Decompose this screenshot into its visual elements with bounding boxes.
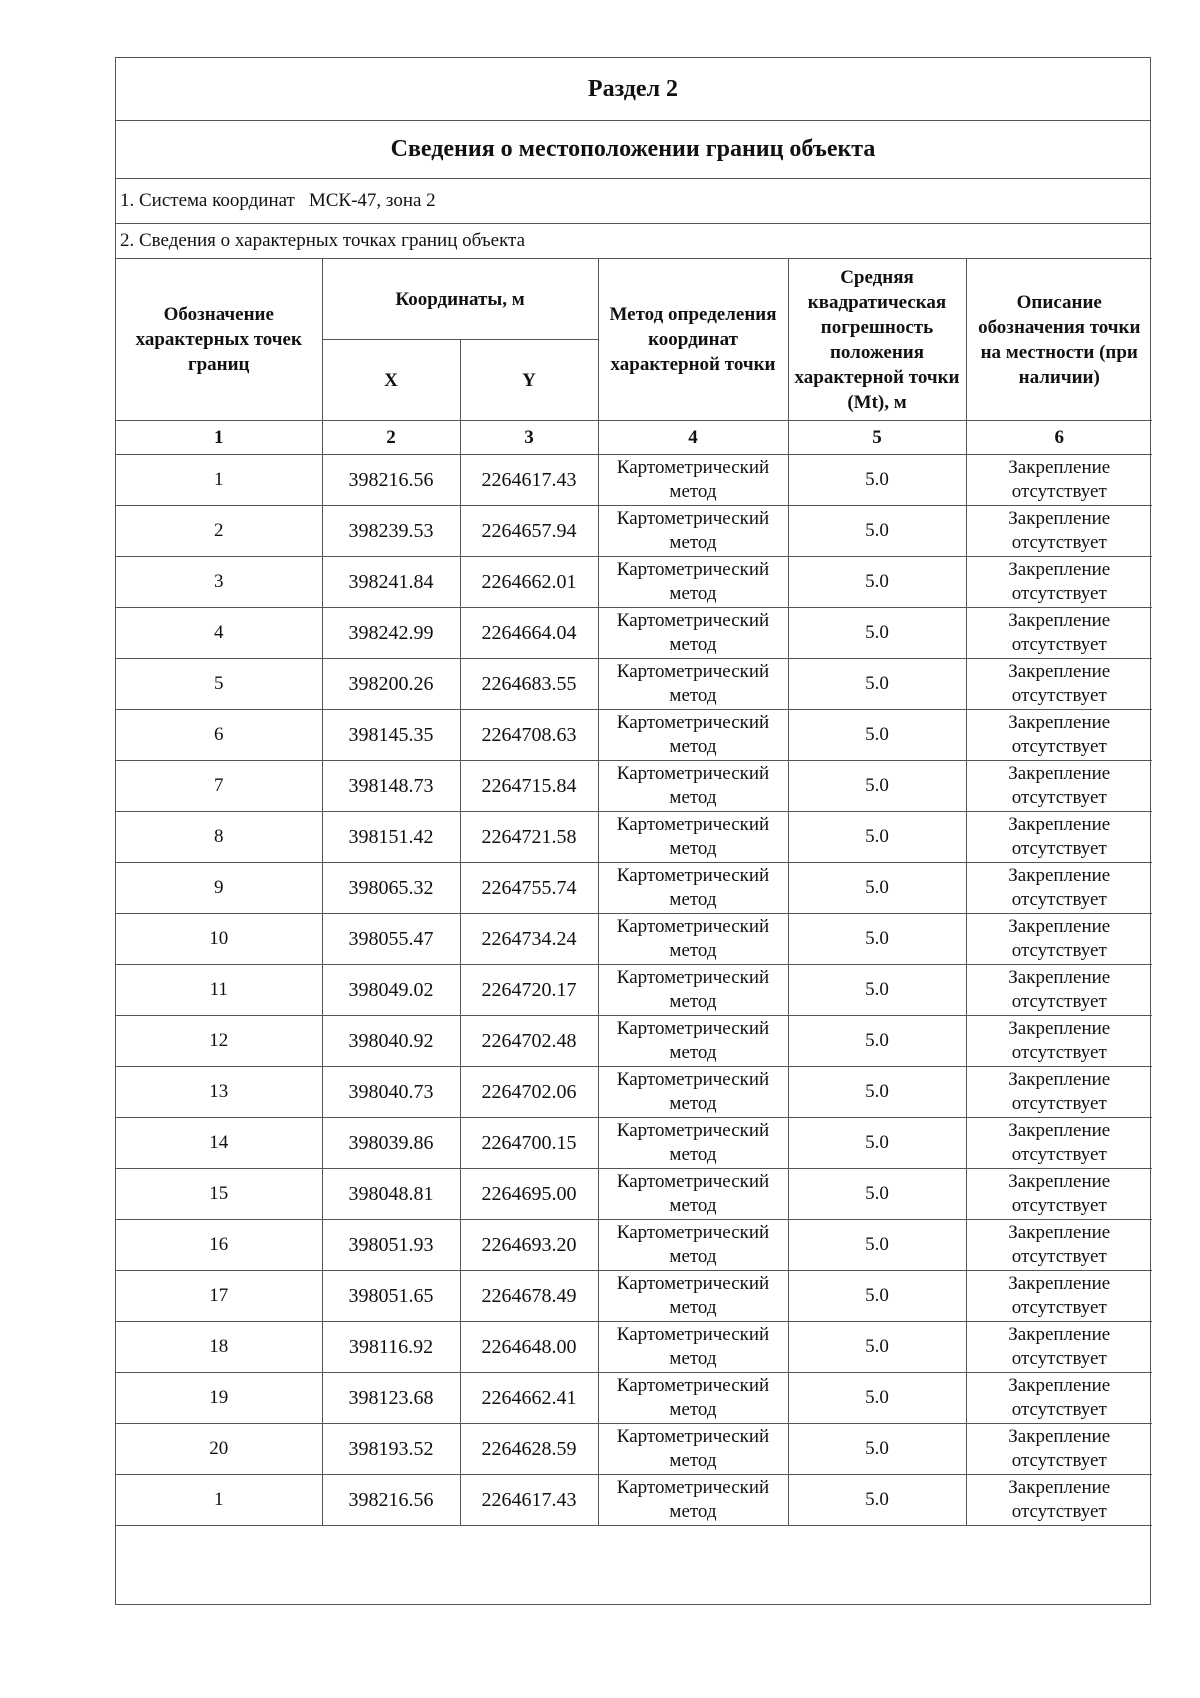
y-coordinate-cell: 2264628.59 [460,1424,598,1475]
coordinate-system-value: МСК-47, зона 2 [308,190,436,211]
table-row [116,965,1152,1016]
y-coordinate-cell: 2264695.00 [460,1169,598,1220]
accuracy-cell: 5.0 [788,1016,966,1067]
method-cell: Картометрический метод [598,965,788,1016]
x-coordinate-cell: 398065.32 [322,863,460,914]
x-coordinate-cell: 398116.92 [322,1322,460,1373]
y-coordinate-cell: 2264678.49 [460,1271,598,1322]
description-cell: Закрепление отсутствует [966,557,1152,608]
table-row [116,1118,1152,1169]
method-cell: Картометрический метод [598,659,788,710]
table-row [116,710,1152,761]
point-number-cell: 9 [116,863,322,914]
table-row [116,1424,1152,1475]
point-number-cell: 18 [116,1322,322,1373]
table-row [116,1169,1152,1220]
accuracy-cell: 5.0 [788,914,966,965]
point-number-cell: 3 [116,557,322,608]
method-cell: Картометрический метод [598,1475,788,1526]
document-subtitle: Сведения о местоположении границ объекта [116,121,1150,179]
column-number-row [116,421,1152,455]
x-coordinate-cell: 398200.26 [322,659,460,710]
accuracy-cell: 5.0 [788,1322,966,1373]
table-row [116,455,1152,506]
x-coordinate-cell: 398145.35 [322,710,460,761]
description-cell: Закрепление отсутствует [966,965,1152,1016]
column-number: 3 [460,421,598,455]
point-number-cell: 10 [116,914,322,965]
description-cell: Закрепление отсутствует [966,1322,1152,1373]
points-table [116,258,1152,1526]
accuracy-cell: 5.0 [788,1118,966,1169]
header-point: Обозначение характерных точек границ [116,259,322,421]
x-coordinate-cell: 398148.73 [322,761,460,812]
accuracy-cell: 5.0 [788,659,966,710]
point-number-cell: 15 [116,1169,322,1220]
accuracy-cell: 5.0 [788,1424,966,1475]
method-cell: Картометрический метод [598,1424,788,1475]
accuracy-cell: 5.0 [788,761,966,812]
point-number-cell: 14 [116,1118,322,1169]
point-number-cell: 13 [116,1067,322,1118]
x-coordinate-cell: 398040.92 [322,1016,460,1067]
column-number: 2 [322,421,460,455]
description-cell: Закрепление отсутствует [966,710,1152,761]
description-cell: Закрепление отсутствует [966,1373,1152,1424]
description-cell: Закрепление отсутствует [966,1475,1152,1526]
description-cell: Закрепление отсутствует [966,1016,1152,1067]
accuracy-cell: 5.0 [788,1475,966,1526]
point-number-cell: 8 [116,812,322,863]
y-coordinate-cell: 2264702.06 [460,1067,598,1118]
description-cell: Закрепление отсутствует [966,761,1152,812]
table-row [116,1373,1152,1424]
x-coordinate-cell: 398048.81 [322,1169,460,1220]
accuracy-cell: 5.0 [788,965,966,1016]
y-coordinate-cell: 2264683.55 [460,659,598,710]
method-cell: Картометрический метод [598,1118,788,1169]
y-coordinate-cell: 2264662.41 [460,1373,598,1424]
table-row [116,608,1152,659]
accuracy-cell: 5.0 [788,455,966,506]
point-number-cell: 5 [116,659,322,710]
method-cell: Картометрический метод [598,1220,788,1271]
point-number-cell: 11 [116,965,322,1016]
method-cell: Картометрический метод [598,1016,788,1067]
column-number: 5 [788,421,966,455]
accuracy-cell: 5.0 [788,506,966,557]
y-coordinate-cell: 2264715.84 [460,761,598,812]
description-cell: Закрепление отсутствует [966,608,1152,659]
description-cell: Закрепление отсутствует [966,863,1152,914]
y-coordinate-cell: 2264648.00 [460,1322,598,1373]
method-cell: Картометрический метод [598,1373,788,1424]
point-number-cell: 19 [116,1373,322,1424]
x-coordinate-cell: 398039.86 [322,1118,460,1169]
table-row [116,506,1152,557]
y-coordinate-cell: 2264755.74 [460,863,598,914]
y-coordinate-cell: 2264617.43 [460,1475,598,1526]
method-cell: Картометрический метод [598,608,788,659]
table-row [116,1475,1152,1526]
y-coordinate-cell: 2264700.15 [460,1118,598,1169]
x-coordinate-cell: 398123.68 [322,1373,460,1424]
point-number-cell: 20 [116,1424,322,1475]
x-coordinate-cell: 398216.56 [322,455,460,506]
column-number: 6 [966,421,1152,455]
table-row [116,1271,1152,1322]
y-coordinate-cell: 2264657.94 [460,506,598,557]
header-x: X [322,340,460,421]
x-coordinate-cell: 398242.99 [322,608,460,659]
description-cell: Закрепление отсутствует [966,1169,1152,1220]
point-number-cell: 17 [116,1271,322,1322]
x-coordinate-cell: 398049.02 [322,965,460,1016]
description-cell: Закрепление отсутствует [966,659,1152,710]
method-cell: Картометрический метод [598,710,788,761]
description-cell: Закрепление отсутствует [966,455,1152,506]
coordinate-system-label: 1. Система координат [120,190,295,211]
table-row [116,914,1152,965]
method-cell: Картометрический метод [598,1271,788,1322]
point-number-cell: 6 [116,710,322,761]
accuracy-cell: 5.0 [788,863,966,914]
accuracy-cell: 5.0 [788,557,966,608]
x-coordinate-cell: 398051.65 [322,1271,460,1322]
method-cell: Картометрический метод [598,914,788,965]
y-coordinate-cell: 2264662.01 [460,557,598,608]
table-row [116,761,1152,812]
method-cell: Картометрический метод [598,1067,788,1118]
description-cell: Закрепление отсутствует [966,1067,1152,1118]
x-coordinate-cell: 398151.42 [322,812,460,863]
coordinate-system-line [116,179,1150,224]
header-description: Описание обозначения точки на местности (при наличии) [966,259,1152,421]
x-coordinate-cell: 398239.53 [322,506,460,557]
y-coordinate-cell: 2264708.63 [460,710,598,761]
accuracy-cell: 5.0 [788,1067,966,1118]
point-number-cell: 1 [116,1475,322,1526]
y-coordinate-cell: 2264720.17 [460,965,598,1016]
point-number-cell: 2 [116,506,322,557]
description-cell: Закрепление отсутствует [966,1220,1152,1271]
accuracy-cell: 5.0 [788,608,966,659]
table-row [116,1322,1152,1373]
column-number: 4 [598,421,788,455]
table-row [116,1067,1152,1118]
accuracy-cell: 5.0 [788,1271,966,1322]
table-row [116,1016,1152,1067]
method-cell: Картометрический метод [598,557,788,608]
x-coordinate-cell: 398055.47 [322,914,460,965]
method-cell: Картометрический метод [598,455,788,506]
table-row [116,812,1152,863]
header-method: Метод определения координат характерной точки [598,259,788,421]
points-heading: 2. Сведения о характерных точках границ объекта [120,230,526,251]
method-cell: Картометрический метод [598,506,788,557]
accuracy-cell: 5.0 [788,1220,966,1271]
accuracy-cell: 5.0 [788,1373,966,1424]
method-cell: Картометрический метод [598,812,788,863]
x-coordinate-cell: 398193.52 [322,1424,460,1475]
description-cell: Закрепление отсутствует [966,1424,1152,1475]
description-cell: Закрепление отсутствует [966,1118,1152,1169]
x-coordinate-cell: 398051.93 [322,1220,460,1271]
x-coordinate-cell: 398040.73 [322,1067,460,1118]
description-cell: Закрепление отсутствует [966,1271,1152,1322]
method-cell: Картометрический метод [598,1169,788,1220]
accuracy-cell: 5.0 [788,710,966,761]
header-y: Y [460,340,598,421]
table-row [116,863,1152,914]
point-number-cell: 1 [116,455,322,506]
y-coordinate-cell: 2264693.20 [460,1220,598,1271]
section-title: Раздел 2 [116,58,1150,121]
accuracy-cell: 5.0 [788,1169,966,1220]
accuracy-cell: 5.0 [788,812,966,863]
description-cell: Закрепление отсутствует [966,812,1152,863]
y-coordinate-cell: 2264702.48 [460,1016,598,1067]
y-coordinate-cell: 2264617.43 [460,455,598,506]
description-cell: Закрепление отсутствует [966,914,1152,965]
method-cell: Картометрический метод [598,761,788,812]
table-row [116,659,1152,710]
point-number-cell: 16 [116,1220,322,1271]
method-cell: Картометрический метод [598,863,788,914]
header-accuracy: Средняя квадратическая погрешность положения характерной точки (Mt), м [788,259,966,421]
column-number: 1 [116,421,322,455]
table-row [116,557,1152,608]
method-cell: Картометрический метод [598,1322,788,1373]
x-coordinate-cell: 398241.84 [322,557,460,608]
description-cell: Закрепление отсутствует [966,506,1152,557]
table-row [116,1220,1152,1271]
x-coordinate-cell: 398216.56 [322,1475,460,1526]
y-coordinate-cell: 2264721.58 [460,812,598,863]
document-page [115,57,1151,1605]
y-coordinate-cell: 2264734.24 [460,914,598,965]
point-number-cell: 4 [116,608,322,659]
header-coordinates: Координаты, м [322,259,598,340]
y-coordinate-cell: 2264664.04 [460,608,598,659]
point-number-cell: 7 [116,761,322,812]
point-number-cell: 12 [116,1016,322,1067]
